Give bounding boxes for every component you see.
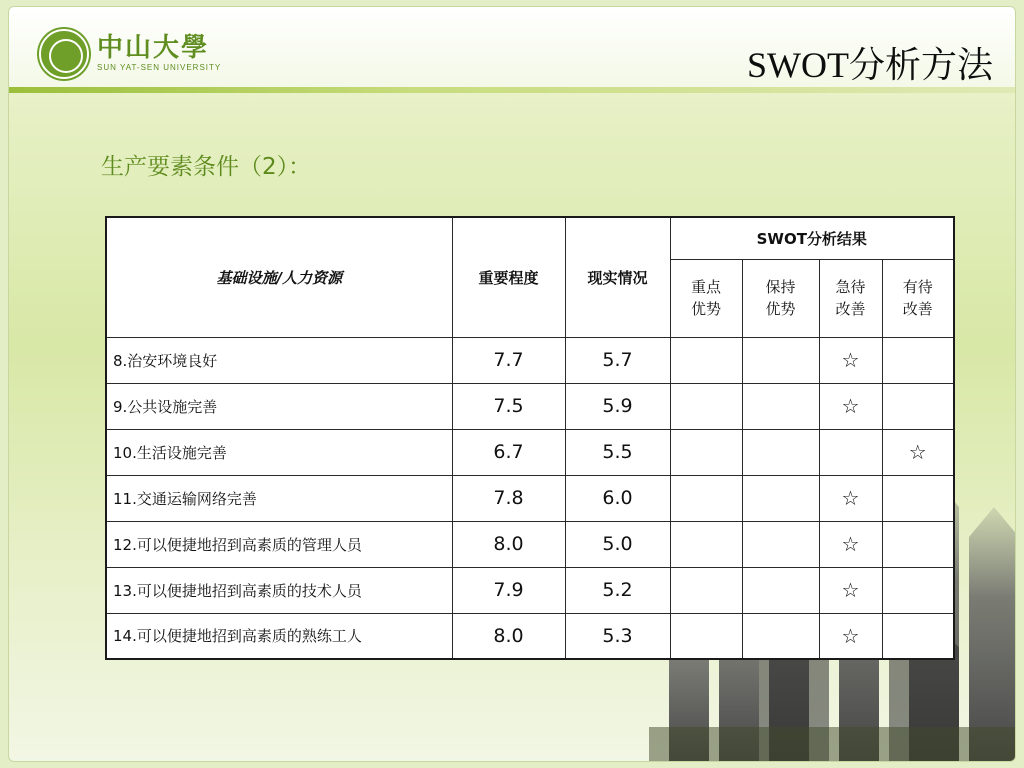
header-keep-strength: 保持 优势 [742,259,819,337]
swot-cell [742,429,819,475]
table-row [106,337,954,383]
importance-value: 7.8 [452,475,565,521]
swot-cell [819,567,882,613]
factor-name: 10.生活设施完善 [106,429,452,475]
swot-cell [742,567,819,613]
header-reality: 现实情况 [565,217,670,337]
header-swot-result: SWOT分析结果 [670,217,954,259]
factor-name: 12.可以便捷地招到高素质的管理人员 [106,521,452,567]
swot-cell [742,383,819,429]
swot-cell [819,337,882,383]
section-subtitle: 生产要素条件（2）： [101,154,312,180]
swot-cell [882,383,954,429]
table-row [106,475,954,521]
swot-cell [819,521,882,567]
factor-name: 11.交通运输网络完善 [106,475,452,521]
swot-cell [819,613,882,659]
factor-name: 8.治安环境良好 [106,337,452,383]
importance-value: 7.5 [452,383,565,429]
table-row [106,567,954,613]
swot-cell [670,383,742,429]
swot-cell [882,337,954,383]
reality-value: 5.3 [565,613,670,659]
importance-value: 6.7 [452,429,565,475]
swot-cell [882,567,954,613]
header-infrastructure: 基础设施/人力资源 [106,217,452,337]
swot-cell [670,429,742,475]
logo-name: 中山大學 [97,33,210,63]
importance-value: 7.7 [452,337,565,383]
swot-cell [742,521,819,567]
swot-cell [670,613,742,659]
star-mark-icon: ☆ [908,440,927,464]
table-row [106,613,954,659]
importance-value: 8.0 [452,613,565,659]
slide-title: SWOT分析方法 [747,45,993,85]
swot-cell [742,613,819,659]
swot-cell [742,475,819,521]
swot-cell [670,337,742,383]
reality-value: 5.9 [565,383,670,429]
header-urgent-improve: 急待 改善 [819,259,882,337]
star-mark-icon: ☆ [841,394,860,418]
swot-cell [882,613,954,659]
university-logo [37,25,222,79]
reality-value: 6.0 [565,475,670,521]
star-mark-icon: ☆ [841,623,860,648]
swot-cell [819,383,882,429]
swot-cell [882,429,954,475]
star-mark-icon: ☆ [841,578,860,602]
factor-name: 14.可以便捷地招到高素质的熟练工人 [106,613,452,659]
swot-cell [882,475,954,521]
importance-value: 7.9 [452,567,565,613]
logo-subtitle: SUN YAT-SEN UNIVERSITY [97,63,222,72]
reality-value: 5.0 [565,521,670,567]
reality-value: 5.2 [565,567,670,613]
table-row [106,429,954,475]
swot-cell [819,475,882,521]
swot-cell [742,337,819,383]
header-key-strength: 重点 优势 [670,259,742,337]
star-mark-icon: ☆ [841,532,860,556]
university-seal-icon [39,29,89,79]
swot-cell [670,475,742,521]
table-row [106,383,954,429]
factor-name: 9.公共设施完善 [106,383,452,429]
header-importance: 重要程度 [452,217,565,337]
star-mark-icon: ☆ [841,486,860,510]
swot-cell [882,521,954,567]
swot-cell [670,521,742,567]
reality-value: 5.5 [565,429,670,475]
importance-value: 8.0 [452,521,565,567]
star-mark-icon: ☆ [841,348,860,372]
table-row [106,521,954,567]
header-to-improve: 有待 改善 [882,259,954,337]
reality-value: 5.7 [565,337,670,383]
swot-cell [670,567,742,613]
factor-name: 13.可以便捷地招到高素质的技术人员 [106,567,452,613]
swot-cell [819,429,882,475]
swot-table [105,216,955,660]
